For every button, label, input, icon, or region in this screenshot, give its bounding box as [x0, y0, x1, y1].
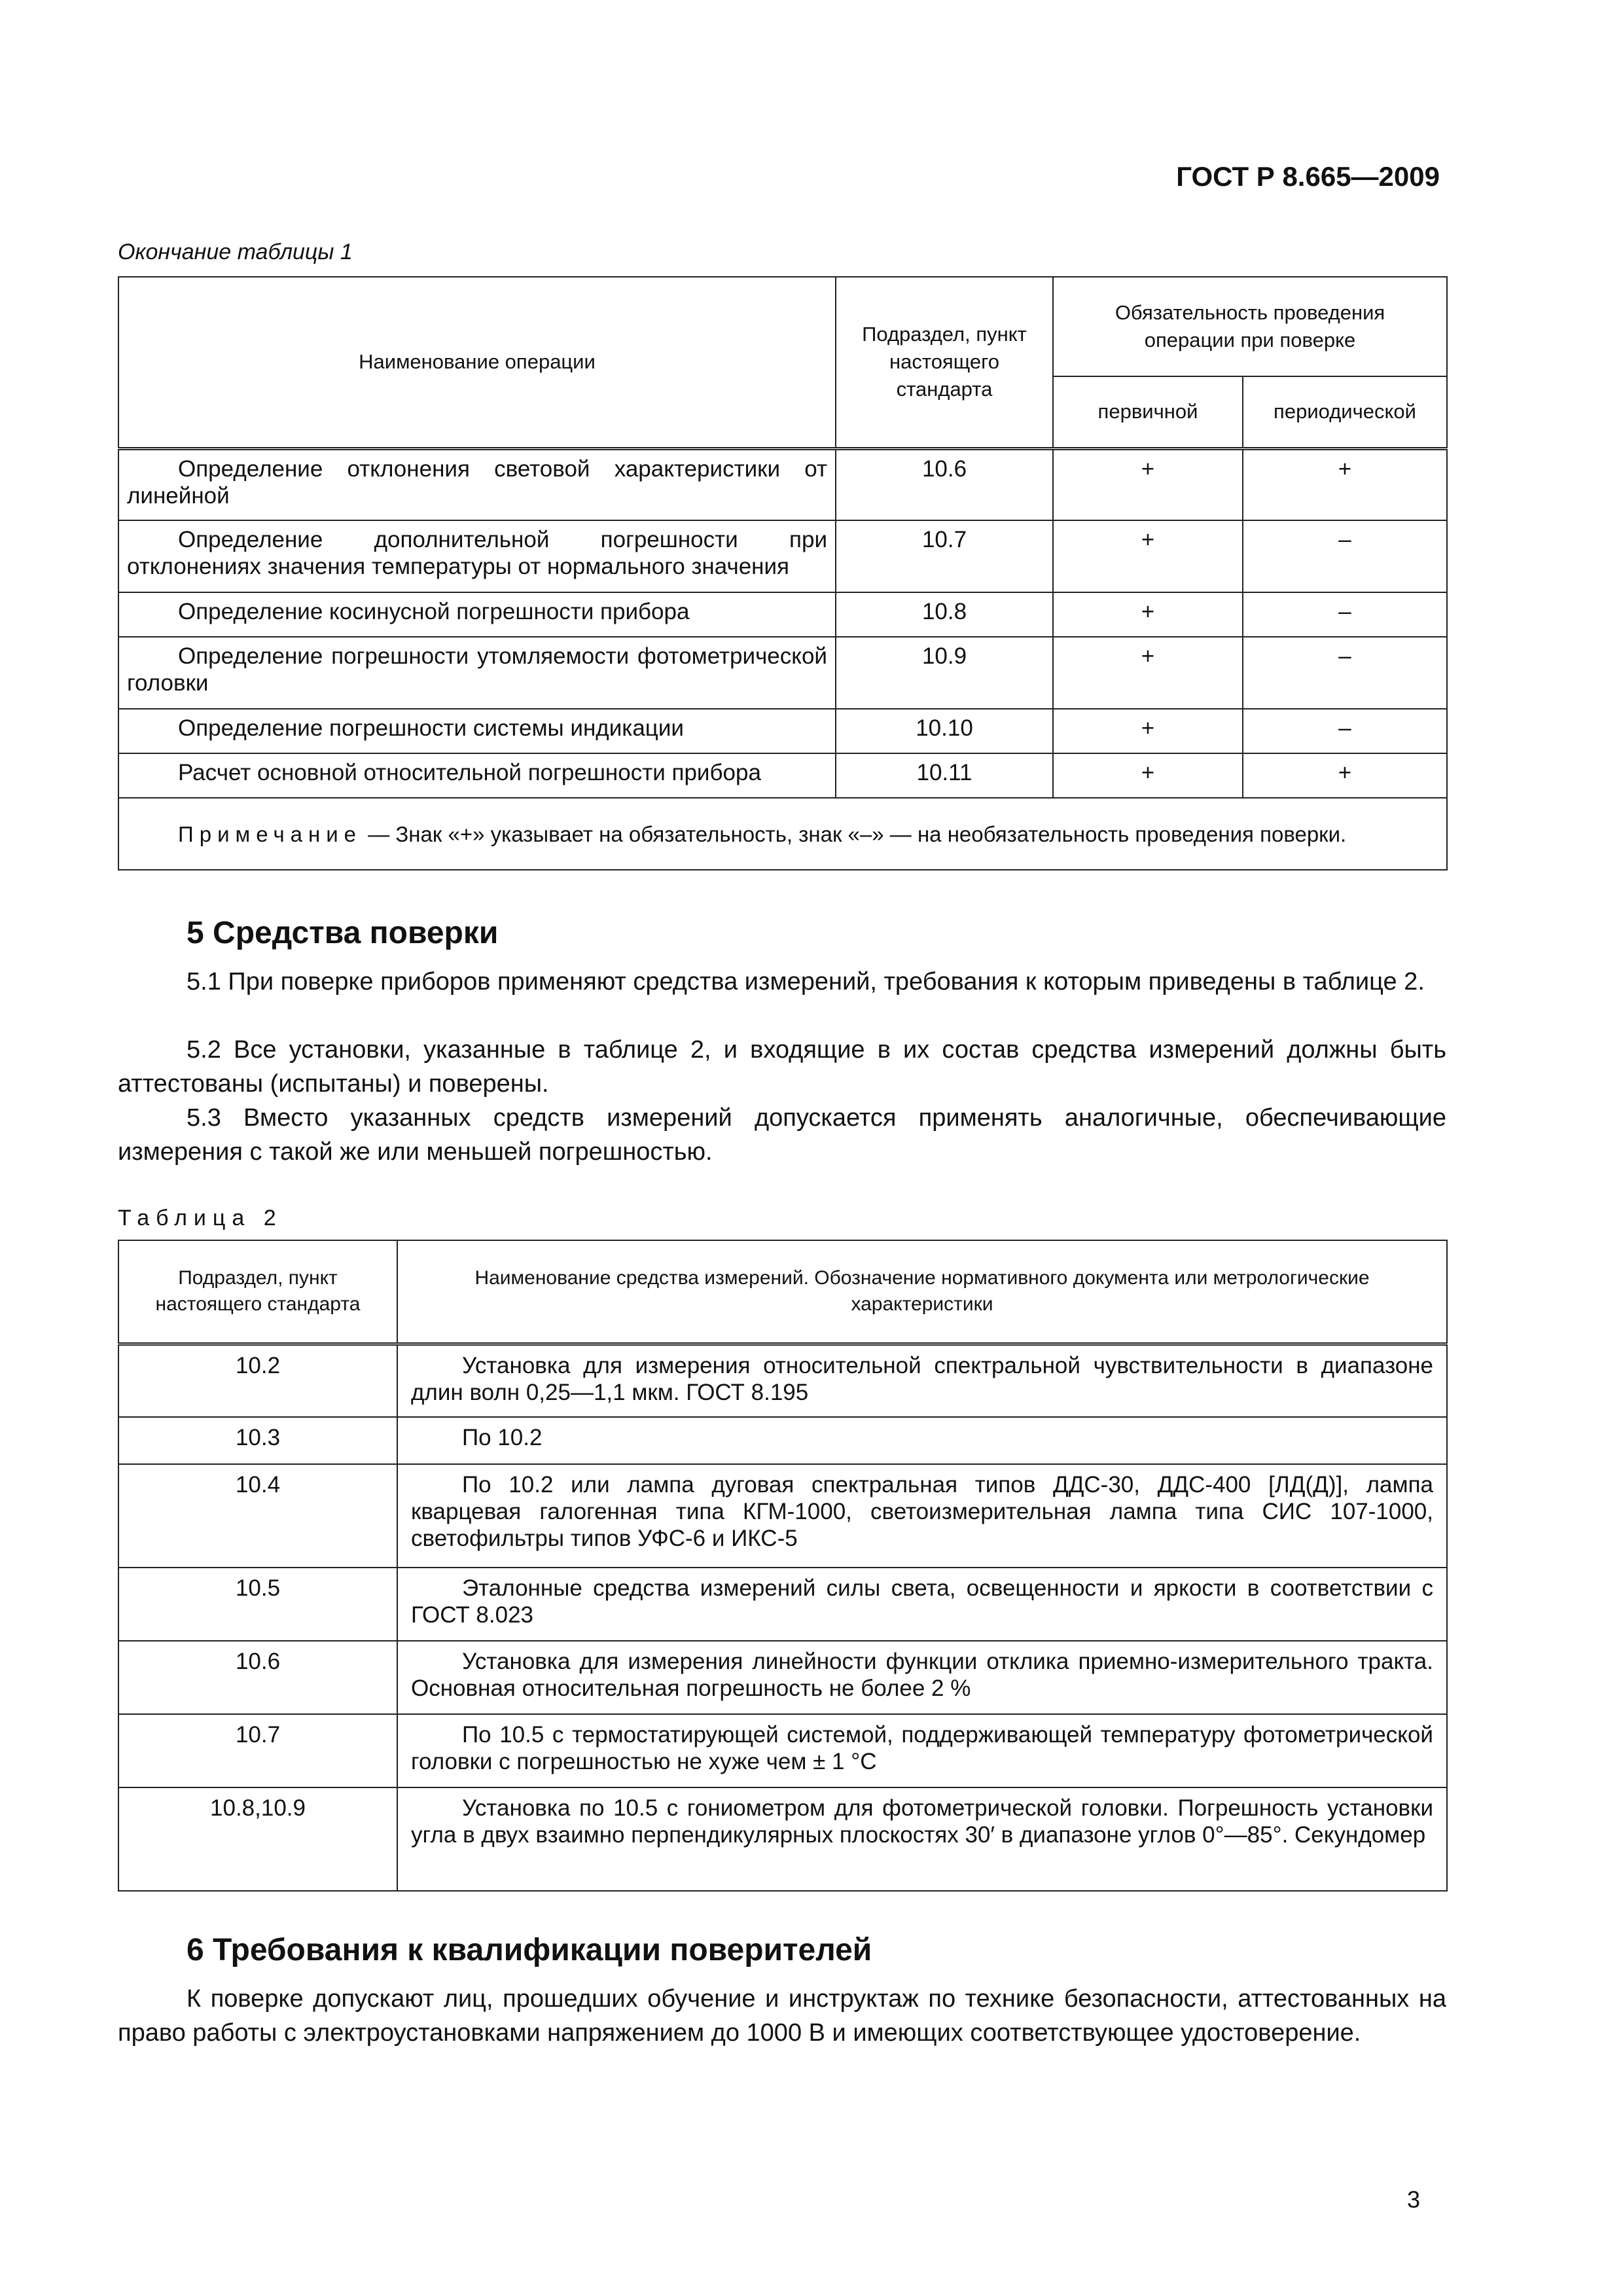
page-number: 3 — [1407, 2186, 1421, 2213]
table1-header-operation: Наименование операции — [118, 277, 836, 448]
paragraph-text: 5.3 Вместо указанных средств измерений допускается применять аналогичные, обеспечивающие измерения с такой же или меньшей погрешностью. — [118, 1104, 1446, 1166]
primary-mark: + — [1053, 592, 1243, 637]
paragraph-text: 5.1 При поверке приборов применяют средства измерений, требования к которым приведены в таблице 2. — [187, 968, 1425, 996]
periodic-mark: – — [1243, 709, 1447, 753]
instrument-description: По 10.2 или лампа дуговая спектральная типов ДДС-30, ДДС-400 [ЛД(Д)], лампа кварцевая галогенная типа КГМ-1000, светоизмерительная лампа типа СИС 107-1000, светофильтры типов УФС-6 и ИКС-5 — [411, 1472, 1433, 1551]
document-code: ГОСТ Р 8.665—2009 — [1176, 161, 1440, 192]
table-row — [118, 709, 1447, 753]
table1-header-clause: Подраздел, пункт настоящего стандарта — [836, 277, 1053, 448]
paragraph-text: К поверке допускают лиц, прошедших обучение и инструктаж по технике безопасности, аттестованных на право работы с электроустановками напряжением до 1000 В и имеющих соответствующее удостоверение. — [118, 1985, 1446, 2047]
instrument-description: Установка для измерения относительной спектральной чувствительности в диапазоне длин волн 0,25—1,1 мкм. ГОСТ 8.195 — [411, 1352, 1433, 1405]
instrument-description: Установка для измерения линейности функции отклика приемно-измерительного тракта. Основная относительная погрешность не более 2 % — [411, 1649, 1433, 1701]
table2 — [118, 1240, 1448, 1892]
clause-cell: 10.6 — [836, 448, 1053, 520]
primary-mark: + — [1053, 520, 1243, 592]
operation-name: Определение дополнительной погрешности при отклонениях значения температуры от нормального значения — [127, 527, 827, 579]
paragraph-5-2 — [118, 1033, 1446, 1101]
operation-name: Расчет основной относительной погрешности прибора — [178, 760, 761, 785]
table-row — [118, 520, 1447, 592]
primary-mark: + — [1053, 709, 1243, 753]
clause-cell: 10.6 — [118, 1641, 397, 1714]
operation-name: Определение погрешности системы индикации — [178, 715, 684, 741]
clause-cell: 10.8,10.9 — [118, 1787, 397, 1891]
periodic-mark: + — [1243, 753, 1447, 798]
table1-note — [118, 798, 1447, 870]
table-row — [118, 1641, 1447, 1714]
periodic-mark: + — [1243, 448, 1447, 520]
table-row — [118, 1417, 1447, 1464]
periodic-mark: – — [1243, 637, 1447, 709]
clause-cell: 10.5 — [118, 1568, 397, 1641]
instrument-description: Установка по 10.5 с гониометром для фотометрической головки. Погрешность установки угла в двух взаимно перпендикулярных плоскостях 30′ в диапазоне углов 0°—85°. Секундомер — [411, 1795, 1433, 1848]
primary-mark: + — [1053, 448, 1243, 520]
table1-header-primary: первичной — [1053, 376, 1243, 448]
clause-cell: 10.2 — [118, 1344, 397, 1417]
clause-cell: 10.3 — [118, 1417, 397, 1464]
table1-header-mandatory: Обязательность проведения операции при поверке — [1053, 277, 1447, 376]
primary-mark: + — [1053, 753, 1243, 798]
clause-cell: 10.7 — [836, 520, 1053, 592]
table-row — [118, 448, 1447, 520]
instrument-description: По 10.5 с термостатирующей системой, поддерживающей температуру фотометрической головки с погрешностью не хуже чем ± 1 °С — [411, 1722, 1433, 1774]
table1 — [118, 276, 1448, 870]
paragraph-5-3 — [118, 1101, 1446, 1169]
table-row — [118, 1464, 1447, 1568]
table-row — [118, 592, 1447, 637]
clause-cell: 10.7 — [118, 1714, 397, 1787]
section5-title: 5 Средства поверки — [187, 916, 499, 950]
operation-name: Определение погрешности утомляемости фотометрической головки — [127, 643, 827, 696]
instrument-description: По 10.2 — [462, 1425, 543, 1450]
paragraph-text: 5.2 Все установки, указанные в таблице 2, и входящие в их состав средства измерений должны быть аттестованы (испытаны) и поверены. — [118, 1036, 1446, 1098]
instrument-description: Эталонные средства измерений силы света, освещенности и яркости в соответствии с ГОСТ 8.023 — [411, 1575, 1433, 1628]
table2-header-clause: Подраздел, пункт настоящего стандарта — [118, 1240, 397, 1344]
clause-cell: 10.8 — [836, 592, 1053, 637]
section6-title: 6 Требования к квалификации поверителей — [187, 1933, 872, 1967]
primary-mark: + — [1053, 637, 1243, 709]
table-row — [118, 753, 1447, 798]
table2-header-instrument: Наименование средства измерений. Обозначение нормативного документа или метрологические характеристики — [397, 1240, 1447, 1344]
table-row — [118, 1787, 1447, 1891]
table-row — [118, 637, 1447, 709]
clause-cell: 10.11 — [836, 753, 1053, 798]
table2-caption: Таблица 2 — [118, 1206, 283, 1230]
clause-cell: 10.10 — [836, 709, 1053, 753]
table1-header-periodic: периодической — [1243, 376, 1447, 448]
operation-name: Определение косинусной погрешности прибора — [178, 599, 690, 624]
operation-name: Определение отклонения световой характеристики от линейной — [127, 456, 827, 509]
paragraph-6 — [118, 1982, 1446, 2050]
paragraph-5-1 — [118, 965, 1446, 999]
table-row — [118, 1344, 1447, 1417]
table-row — [118, 1714, 1447, 1787]
note-text: — Знак «+» указывает на обязательность, знак «–» — на необязательность проведения поверки. — [362, 822, 1347, 846]
note-label: Примечание — [178, 822, 363, 846]
table1-caption: Окончание таблицы 1 — [118, 240, 353, 264]
periodic-mark: – — [1243, 520, 1447, 592]
table-row — [118, 1568, 1447, 1641]
clause-cell: 10.9 — [836, 637, 1053, 709]
clause-cell: 10.4 — [118, 1464, 397, 1568]
periodic-mark: – — [1243, 592, 1447, 637]
